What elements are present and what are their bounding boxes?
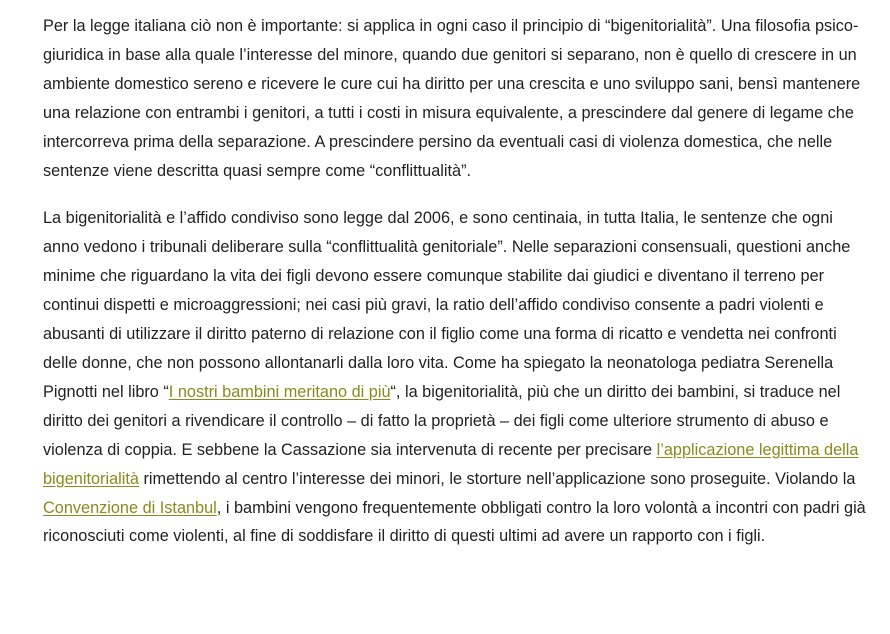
- paragraph-text-segment: , i bambini vengono frequentemente obbligati contro la loro volontà a incontri con padri già riconosciuti come violenti, al fine di soddisfare il diritto di questi ultimi ad avere un rapporto con i figli.: [43, 498, 866, 546]
- book-link[interactable]: I nostri bambini meritano di più: [168, 382, 391, 401]
- paragraph-text-segment: rimettendo al centro l’interesse dei minori, le storture nell’applicazione sono proseguite. Violando la: [138, 469, 856, 488]
- istanbul-convention-link[interactable]: Convenzione di Istanbul: [43, 498, 217, 517]
- paragraph-affido-condiviso: [43, 204, 873, 551]
- paragraph-text-segment: La bigenitorialità e l’affido condiviso sono legge dal 2006, e sono centinaia, in tutta Italia, le sentenze che ogni anno vedono i tribunali deliberare sulla “conflittualità genitoriale”. Nelle separazioni consensuali, questioni anche minime che riguardano la vita dei figli devono essere comunque stabilite dai giudici e diventano il terreno per continui dispetti e microaggressioni; nei casi più gravi, la ratio dell’affido condiviso consente a padri violenti e abusanti di utilizzare il diritto paterno di relazione con il figlio come una forma di ricatto e vendetta nei confronti delle donne, che non possono allontanarli dalla loro vita. Come ha spiegato la neonatologa pediatra Serenella Pignotti nel libro “: [43, 209, 851, 401]
- cassazione-link[interactable]: l’applicazione legittima della bigenitorialità: [43, 440, 859, 488]
- article-body: [43, 12, 873, 570]
- paragraph-bigenitorialita-principle: [43, 12, 873, 185]
- paragraph-text: Per la legge italiana ciò non è importante: si applica in ogni caso il principio di “bigenitorialità”. Una filosofia psico-giuridica in base alla quale l’interesse del minore, quando due genitori si separano, non è quello di crescere in un ambiente domestico sereno e ricevere le cure cui ha diritto per una crescita e uno sviluppo sani, bensì mantenere una relazione con entrambi i genitori, a tutti i costi in misura equivalente, a prescindere dal genere di legame che intercorreva prima della separazione. A prescindere persino da eventuali casi di violenza domestica, che nelle sentenze viene descritta quasi sempre come “conflittualità”.: [43, 17, 861, 180]
- paragraph-text-segment: “, la bigenitorialità, più che un diritto dei bambini, si traduce nel diritto dei genitori a rivendicare il controllo – di fatto la proprietà – dei figli come ulteriore strumento di abuso e violenza di coppia. E sebbene la Cassazione sia intervenuta di recente per precisare: [43, 382, 841, 459]
